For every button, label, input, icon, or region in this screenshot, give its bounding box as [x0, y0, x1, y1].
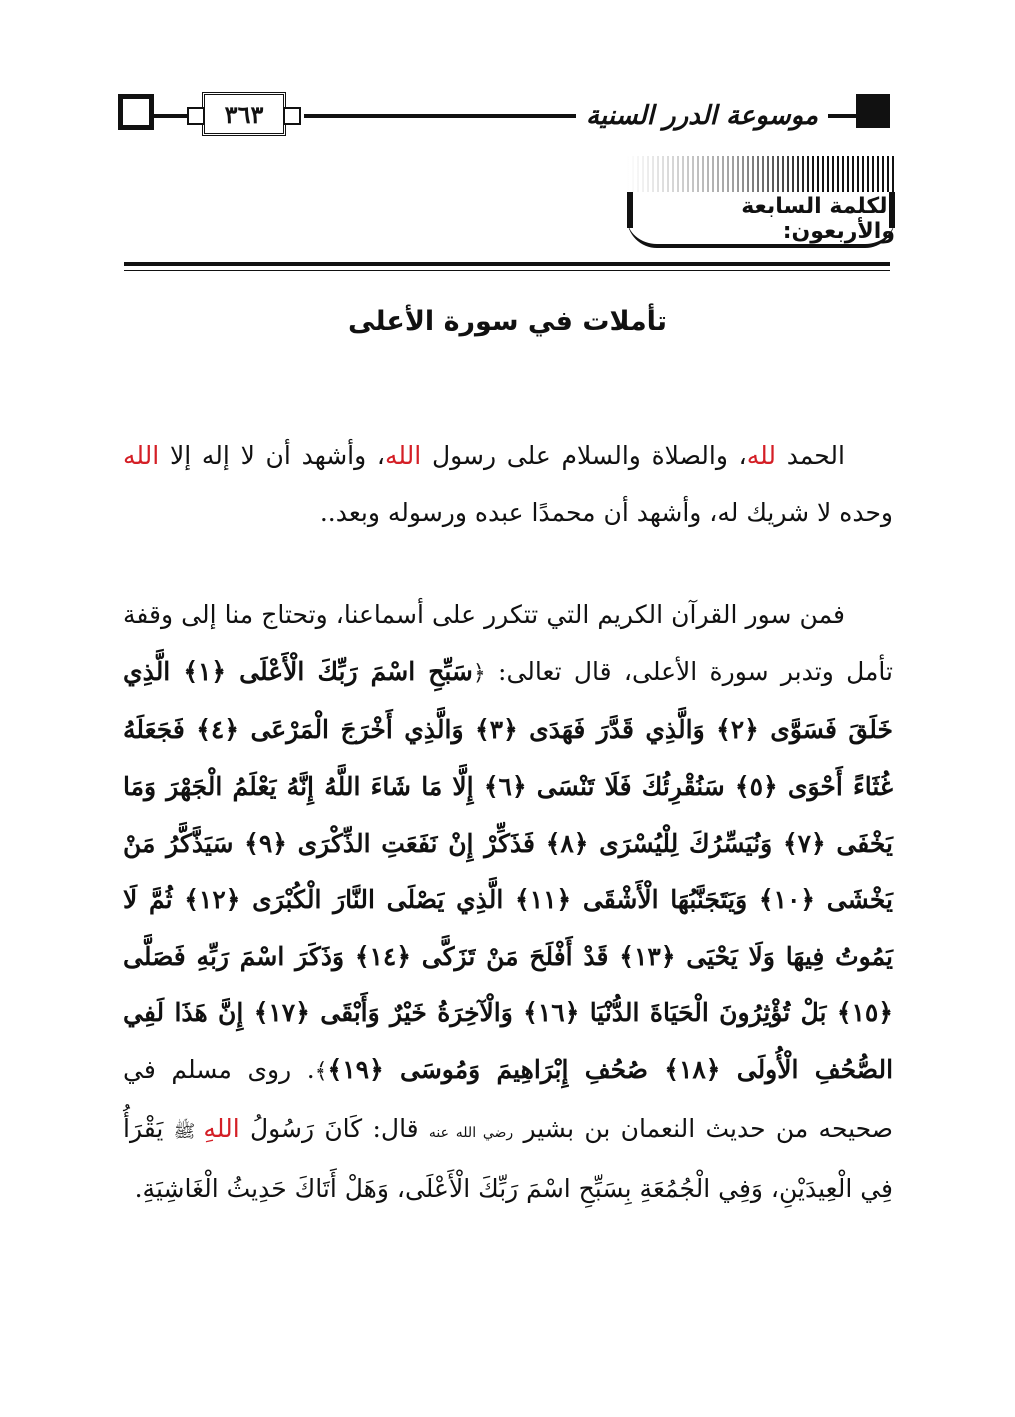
surah-paragraph: فمن سور القرآن الكريم التي تتكرر على أسماعنا، وتحتاج منا إلى وقفة تأمل وتدبر سورة الأعلى، قال تعالى: ﴿سَبِّحِ اسْمَ رَبِّكَ الْأَعْلَى ﴿١﴾ الَّذِي خَلَقَ فَسَوَّى ﴿٢﴾ وَالَّذِي قَدَّرَ فَهَدَى ﴿٣﴾ وَالَّذِي أَخْرَجَ الْمَرْعَى ﴿٤﴾ فَجَعَلَهُ غُثَاءً أَحْوَى ﴿٥﴾ سَنُقْرِئُكَ فَلَا تَنْسَى ﴿٦﴾ إِلَّا مَا شَاءَ اللَّهُ إِنَّهُ يَعْلَمُ الْجَهْرَ وَمَا يَخْفَى ﴿٧﴾ وَنُيَسِّرُكَ لِلْيُسْرَى ﴿٨﴾ فَذَكِّرْ إِنْ نَفَعَتِ الذِّكْرَى ﴿٩﴾ سَيَذَّكَّرُ مَنْ يَخْشَى ﴿١٠﴾ وَيَتَجَنَّبُهَا الْأَشْقَى ﴿١١﴾ الَّذِي يَصْلَى النَّارَ الْكُبْرَى ﴿١٢﴾ ثُمَّ لَا يَمُوتُ فِيهَا وَلَا يَحْيَى ﴿١٣﴾ قَدْ أَفْلَحَ مَنْ تَزَكَّى ﴿١٤﴾ وَذَكَرَ اسْمَ رَبِّهِ فَصَلَّى ﴿١٥﴾ بَلْ تُؤْثِرُونَ الْحَيَاةَ الدُّنْيَا ﴿١٦﴾ وَالْآخِرَةُ خَيْرٌ وَأَبْقَى ﴿١٧﴾ إِنَّ هَذَا لَفِي الصُّحُفِ الْأُولَى ﴿١٨﴾ صُحُفِ إِبْرَاهِيمَ وَمُوسَى ﴿١٩﴾﴾. روى مسلم في صحيحه من حديث النعمان بن بشير رضي الله عنه قال: كَانَ رَسُولُ اللهِ ﷺ يَقْرَأُ فِي الْعِيدَيْنِ، وَفِي الْجُمُعَةِ بِسَبِّحِ اسْمَ رَبِّكَ الْأَعْلَى، وَهَلْ أَتَاكَ حَدِيثُ الْغَاشِيَةِ. — [123, 600, 894, 1204]
solid-square-ornament — [856, 94, 890, 128]
series-title: موسوعة الدرر السنية — [576, 88, 828, 144]
header-rule-right — [828, 114, 856, 118]
opening-paragraph: الحمد لله، والصلاة والسلام على رسول الله، وأشهد أن لا إله إلا الله وحده لا شريك له، وأشهد أن محمدًا عبده ورسوله وبعد.. — [123, 441, 893, 527]
divine-name: اللهِ — [203, 1113, 240, 1143]
article-title: تأملات في سورة الأعلى — [348, 306, 667, 337]
divine-name: الله — [384, 441, 422, 470]
quran-open-bracket: ﴿ — [472, 660, 486, 686]
article-body — [123, 428, 893, 1218]
quran-verses: سَبِّحِ اسْمَ رَبِّكَ الْأَعْلَى ﴿١﴾ الَّذِي خَلَقَ فَسَوَّى ﴿٢﴾ وَالَّذِي قَدَّرَ فَهَدَى ﴿٣﴾ وَالَّذِي أَخْرَجَ الْمَرْعَى ﴿٤﴾ فَجَعَلَهُ غُثَاءً أَحْوَى ﴿٥﴾ سَنُقْرِئُكَ فَلَا تَنْسَى ﴿٦﴾ إِلَّا مَا شَاءَ اللَّهُ إِنَّهُ يَعْلَمُ الْجَهْرَ وَمَا يَخْفَى ﴿٧﴾ وَنُيَسِّرُكَ لِلْيُسْرَى ﴿٨﴾ فَذَكِّرْ إِنْ نَفَعَتِ الذِّكْرَى ﴿٩﴾ سَيَذَّكَّرُ مَنْ يَخْشَى ﴿١٠﴾ وَيَتَجَنَّبُهَا الْأَشْقَى ﴿١١﴾ الَّذِي يَصْلَى النَّارَ الْكُبْرَى ﴿١٢﴾ ثُمَّ لَا يَمُوتُ فِيهَا وَلَا يَحْيَى ﴿١٣﴾ قَدْ أَفْلَحَ مَنْ تَزَكَّى ﴿١٤﴾ وَذَكَرَ اسْمَ رَبِّهِ فَصَلَّى ﴿١٥﴾ بَلْ تُؤْثِرُونَ الْحَيَاةَ الدُّنْيَا ﴿١٦﴾ وَالْآخِرَةُ خَيْرٌ وَأَبْقَى ﴿١٧﴾ إِنَّ هَذَا لَفِي الصُّحُفِ الْأُولَى ﴿١٨﴾ صُحُفِ إِبْرَاهِيمَ وَمُوسَى ﴿١٩﴾ — [123, 656, 894, 1084]
chapter-heading — [627, 156, 895, 262]
quran-close-bracket: ﴾ — [314, 1058, 328, 1084]
page-number: ٣٦٣ — [202, 92, 286, 136]
page-header — [118, 88, 890, 144]
section-divider-thin — [124, 270, 890, 271]
section-divider — [124, 262, 890, 266]
divine-name: لله — [746, 441, 776, 470]
honorific-salawat: ﷺ — [173, 1120, 204, 1142]
divine-name: الله — [123, 441, 160, 470]
hollow-square-ornament — [118, 94, 154, 130]
chapter-label: الكلمة السابعة والأربعون: — [627, 194, 895, 248]
honorific-radiyallahu: رضي الله عنه — [428, 1124, 514, 1141]
